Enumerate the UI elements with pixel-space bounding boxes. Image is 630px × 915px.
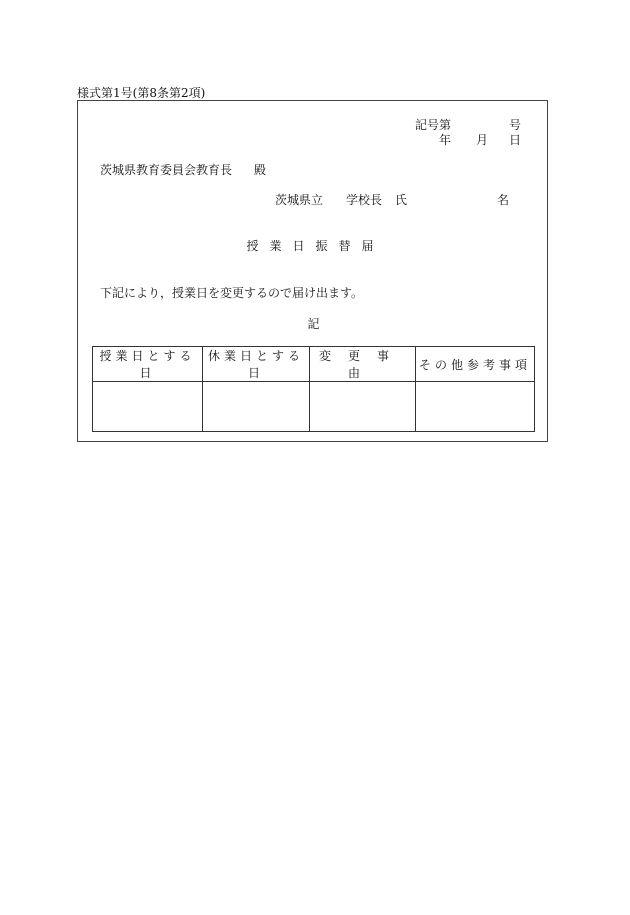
- addressee-name: 茨城県教育委員会教育長: [100, 163, 233, 177]
- header-reason: 変更事由: [310, 347, 416, 382]
- header-holiday: 休業日とする日: [203, 347, 310, 382]
- sender-title: 学校長: [346, 193, 383, 207]
- header-notes: その他参考事項: [416, 347, 535, 382]
- cell-reason[interactable]: [310, 382, 416, 432]
- date-year: 年: [439, 133, 452, 147]
- table-row: [93, 382, 535, 432]
- table-header-row: [93, 347, 535, 382]
- sender-shi: 氏: [395, 193, 408, 207]
- cell-class-day[interactable]: [93, 382, 203, 432]
- record-number-suffix: 号: [508, 118, 521, 132]
- cell-holiday[interactable]: [203, 382, 310, 432]
- body-text: 下記により，授業日を変更するので届け出ます。: [100, 286, 364, 300]
- header-class-day: 授業日とする日: [93, 347, 203, 382]
- sender-prefecture: 茨城県立: [275, 193, 324, 207]
- date-month: 月: [476, 133, 489, 147]
- record-number-label: 記号第: [415, 118, 452, 132]
- form-number: 様式第1号(第8条第2項): [77, 86, 206, 100]
- addressee: [100, 163, 266, 177]
- ki-marker: 記: [307, 317, 320, 331]
- date-day: 日: [509, 133, 522, 147]
- document-title: 授業日振替届: [246, 239, 385, 253]
- schedule-table: [92, 346, 535, 432]
- form-frame: [77, 100, 548, 442]
- cell-notes[interactable]: [416, 382, 535, 432]
- addressee-honorific: 殿: [254, 163, 267, 177]
- sender-mei: 名: [497, 193, 510, 207]
